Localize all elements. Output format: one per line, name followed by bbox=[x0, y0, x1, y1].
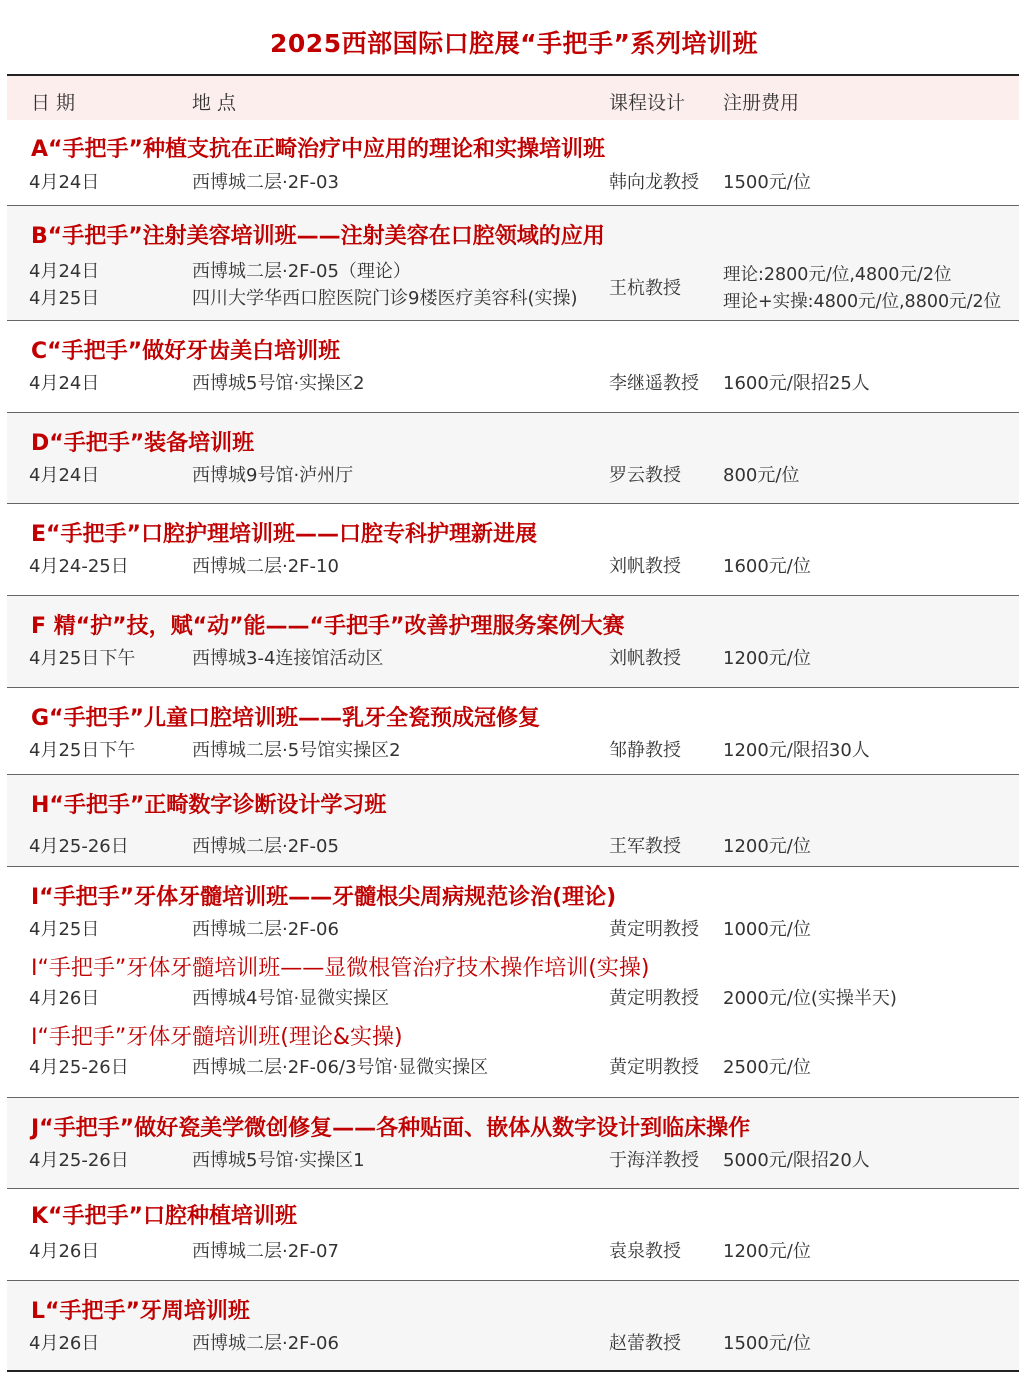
course-fee: 1600元/位 bbox=[723, 556, 811, 577]
course-instructor: 袁泉教授 bbox=[609, 1241, 681, 1262]
course-location: 西博城二层·2F-03 bbox=[192, 172, 339, 193]
course-location: 西博城二层·2F-06 bbox=[192, 1333, 339, 1354]
course-date: 4月24日 bbox=[29, 261, 100, 282]
course-date: 4月26日 bbox=[29, 988, 100, 1009]
course-date: 4月26日 bbox=[29, 1333, 100, 1354]
course-title: L“手把手”牙周培训班 bbox=[31, 1299, 250, 1324]
course-title: A“手把手”种植支抗在正畸治疗中应用的理论和实操培训班 bbox=[31, 137, 605, 162]
course-location: 西博城4号馆·显微实操区 bbox=[192, 988, 390, 1009]
course-date: 4月25-26日 bbox=[29, 1057, 129, 1078]
header-date: 日 期 bbox=[31, 92, 76, 114]
course-b bbox=[7, 206, 1019, 321]
course-location: 西博城二层·2F-07 bbox=[192, 1241, 339, 1262]
course-e bbox=[7, 504, 1019, 596]
course-i bbox=[7, 867, 1019, 1098]
course-fee: 2500元/位 bbox=[723, 1057, 811, 1078]
course-g bbox=[7, 688, 1019, 775]
course-location: 西博城5号馆·实操区1 bbox=[192, 1150, 365, 1171]
course-fee: 1500元/位 bbox=[723, 172, 811, 193]
course-title: G“手把手”儿童口腔培训班——乳牙全瓷预成冠修复 bbox=[31, 706, 540, 731]
course-fee: 1200元/位 bbox=[723, 1241, 811, 1262]
course-instructor: 罗云教授 bbox=[609, 465, 681, 486]
course-instructor: 刘帆教授 bbox=[609, 648, 681, 669]
course-title: K“手把手”口腔种植培训班 bbox=[31, 1204, 297, 1229]
course-location: 西博城二层·2F-05（理论） bbox=[192, 261, 411, 282]
course-instructor: 赵蕾教授 bbox=[609, 1333, 681, 1354]
course-title: C“手把手”做好牙齿美白培训班 bbox=[31, 339, 341, 364]
course-date: 4月24日 bbox=[29, 465, 100, 486]
course-location: 西博城9号馆·泸州厅 bbox=[192, 465, 354, 486]
course-location: 西博城二层·5号馆实操区2 bbox=[192, 740, 401, 761]
course-instructor: 韩向龙教授 bbox=[609, 172, 699, 193]
course-title: B“手把手”注射美容培训班——注射美容在口腔领域的应用 bbox=[31, 224, 605, 249]
course-instructor: 邹静教授 bbox=[609, 740, 681, 761]
course-instructor: 于海洋教授 bbox=[609, 1150, 699, 1171]
course-fee: 5000元/限招20人 bbox=[723, 1150, 870, 1171]
course-location: 西博城二层·2F-06 bbox=[192, 919, 339, 940]
course-date: 4月24日 bbox=[29, 373, 100, 394]
course-l bbox=[7, 1281, 1019, 1372]
table-header bbox=[7, 74, 1019, 120]
course-instructor: 王军教授 bbox=[609, 836, 681, 857]
course-location: 西博城5号馆·实操区2 bbox=[192, 373, 365, 394]
course-fee: 1200元/位 bbox=[723, 836, 811, 857]
course-instructor: 刘帆教授 bbox=[609, 556, 681, 577]
course-date: 4月24-25日 bbox=[29, 556, 129, 577]
course-f bbox=[7, 596, 1019, 688]
course-location: 西博城二层·2F-05 bbox=[192, 836, 339, 857]
course-fee: 1600元/限招25人 bbox=[723, 373, 870, 394]
course-date: 4月25-26日 bbox=[29, 836, 129, 857]
course-instructor: 王杭教授 bbox=[609, 278, 681, 299]
course-h bbox=[7, 775, 1019, 867]
header-instructor: 课程设计 bbox=[609, 92, 686, 114]
course-fee: 800元/位 bbox=[723, 465, 800, 486]
course-date: 4月25-26日 bbox=[29, 1150, 129, 1171]
course-d bbox=[7, 413, 1019, 504]
course-fee: 1000元/位 bbox=[723, 919, 811, 940]
course-fee: 2000元/位(实操半天) bbox=[723, 988, 897, 1009]
course-instructor: 李继遥教授 bbox=[609, 373, 699, 394]
course-instructor: 黄定明教授 bbox=[609, 919, 699, 940]
course-date: 4月24日 bbox=[29, 172, 100, 193]
course-fee: 理论+实操:4800元/位,8800元/2位 bbox=[723, 292, 1002, 312]
course-location: 西博城二层·2F-10 bbox=[192, 556, 339, 577]
course-c bbox=[7, 321, 1019, 413]
course-j bbox=[7, 1098, 1019, 1189]
course-title: H“手把手”正畸数字诊断设计学习班 bbox=[31, 793, 387, 818]
course-title: D“手把手”装备培训班 bbox=[31, 431, 255, 456]
page-title: 2025西部国际口腔展“手把手”系列培训班 bbox=[270, 29, 758, 58]
course-date: 4月25日 bbox=[29, 288, 100, 309]
course-fee: 1200元/限招30人 bbox=[723, 740, 870, 761]
course-fee: 理论:2800元/位,4800元/2位 bbox=[723, 265, 952, 285]
header-fee: 注册费用 bbox=[723, 92, 800, 114]
course-k bbox=[7, 1189, 1019, 1281]
course-location: 西博城3-4连接馆活动区 bbox=[192, 648, 384, 669]
header-location: 地 点 bbox=[192, 92, 237, 114]
course-fee: 1500元/位 bbox=[723, 1333, 811, 1354]
course-date: 4月25日下午 bbox=[29, 740, 136, 761]
course-fee: 1200元/位 bbox=[723, 648, 811, 669]
course-date: 4月25日下午 bbox=[29, 648, 136, 669]
course-title: F 精“护”技，赋“动”能——“手把手”改善护理服务案例大赛 bbox=[31, 614, 625, 639]
course-a bbox=[7, 120, 1019, 206]
course-date: 4月26日 bbox=[29, 1241, 100, 1262]
course-subtitle: I“手把手”牙体牙髓培训班(理论&实操) bbox=[31, 1025, 403, 1050]
course-subtitle: I“手把手”牙体牙髓培训班——显微根管治疗技术操作培训(实操) bbox=[31, 956, 650, 981]
course-title: I“手把手”牙体牙髓培训班——牙髓根尖周病规范诊治(理论) bbox=[31, 885, 617, 910]
course-instructor: 黄定明教授 bbox=[609, 988, 699, 1009]
course-instructor: 黄定明教授 bbox=[609, 1057, 699, 1078]
course-title: J“手把手”做好瓷美学微创修复——各种贴面、嵌体从数字设计到临床操作 bbox=[31, 1116, 751, 1141]
course-location: 四川大学华西口腔医院门诊9楼医疗美容科(实操) bbox=[192, 288, 578, 309]
course-title: E“手把手”口腔护理培训班——口腔专科护理新进展 bbox=[31, 522, 537, 547]
course-location: 西博城二层·2F-06/3号馆·显微实操区 bbox=[192, 1057, 489, 1078]
course-date: 4月25日 bbox=[29, 919, 100, 940]
